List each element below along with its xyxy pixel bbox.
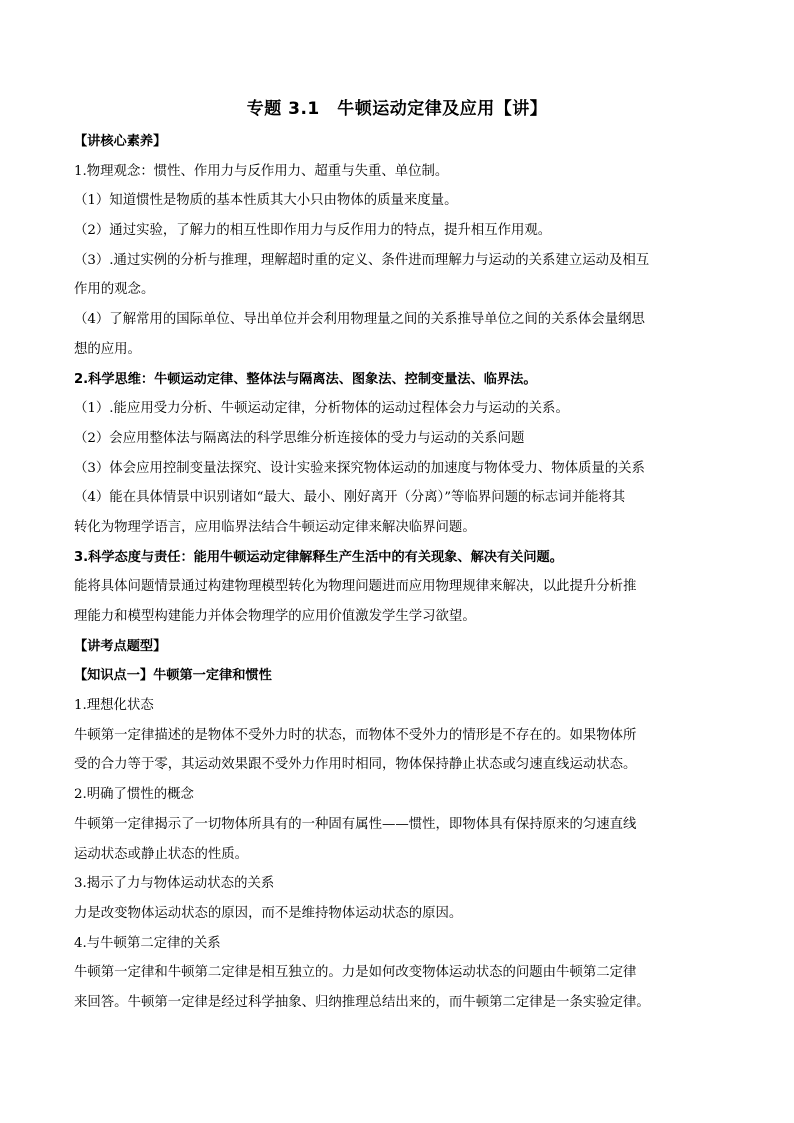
text-line: （4）能在具体情景中识别诸如“最大、最小、刚好离开（分离）”等临界问题的标志词并能将其 — [74, 490, 626, 506]
text-line: 牛顿第一定律和牛顿第二定律是相互独立的。力是如何改变物体运动状态的问题由牛顿第二定律 — [74, 965, 637, 981]
text-line: 来回答。牛顿第一定律是经过科学抽象、归纳推理总结出来的，而牛顿第二定律是一条实验定律。 — [74, 994, 650, 1010]
text-line: 受的合力等于零，其运动效果跟不受外力作用时相同，物体保持静止状态或匀速直线运动状态。 — [74, 757, 637, 773]
section-heading: 【讲核心素养】 — [74, 134, 167, 149]
text-line: 能将具体问题情景通过构建物理模型转化为物理问题进而应用物理规律来解决，以此提升分析推 — [74, 579, 637, 595]
section-heading: 3.科学态度与责任：能用牛顿运动定律解释生产生活中的有关现象、解决有关问题。 — [74, 549, 563, 565]
section-heading: 2.科学思维：牛顿运动定律、整体法与隔离法、图象法、控制变量法、临界法。 — [74, 371, 537, 387]
text-line: 力是改变物体运动状态的原因，而不是维持物体运动状态的原因。 — [74, 905, 463, 921]
text-line: （4）了解常用的国际单位、导出单位并会利用物理量之间的关系推导单位之间的关系体会量纲思 — [74, 312, 645, 328]
text-line: 1.理想化状态 — [74, 698, 154, 714]
section-heading: 【知识点一】牛顿第一定律和惯性 — [74, 668, 272, 684]
text-line: 1.物理观念：惯性、作用力与反作用力、超重与失重、单位制。 — [74, 163, 449, 179]
text-line: （2）会应用整体法与隔离法的科学思维分析连接体的受力与运动的关系问题 — [74, 430, 525, 446]
text-line: （3）.通过实例的分析与推理，理解超时重的定义、条件进而理解力与运动的关系建立运动及相互 — [74, 252, 650, 268]
text-line: 想的应用。 — [74, 341, 141, 357]
text-line: （1）.能应用受力分析、牛顿运动定律，分析物体的运动过程体会力与运动的关系。 — [74, 401, 569, 417]
document-title: 专题 3.1 牛顿运动定律及应用【讲】 — [246, 99, 548, 119]
text-line: （3）体会应用控制变量法探究、设计实验来探究物体运动的加速度与物体受力、物体质量的关系 — [74, 460, 645, 476]
text-line: 4.与牛顿第二定律的关系 — [74, 935, 221, 951]
text-line: 转化为物理学语言，应用临界法结合牛顿运动定律来解决临界问题。 — [74, 519, 476, 535]
section-heading: 【讲考点题型】 — [74, 638, 167, 654]
document-body — [74, 127, 724, 1018]
text-line: 3.揭示了力与物体运动状态的关系 — [74, 876, 275, 892]
text-line: 作用的观念。 — [74, 282, 155, 298]
text-line: （2）通过实验，了解力的相互性即作用力与反作用力的特点，提升相互作用观。 — [74, 223, 552, 239]
text-line: 牛顿第一定律揭示了一切物体所具有的一种固有属性——惯性，即物体具有保持原来的匀速直线 — [74, 816, 637, 832]
text-line: （1）知道惯性是物质的基本性质其大小只由物体的质量来度量。 — [74, 193, 458, 209]
text-line: 理能力和模型构建能力并体会物理学的应用价值激发学生学习欲望。 — [74, 609, 476, 624]
text-line: 运动状态或静止状态的性质。 — [74, 846, 249, 862]
text-line: 牛顿第一定律描述的是物体不受外力时的状态，而物体不受外力的情形是不存在的。如果物体所 — [74, 727, 637, 743]
text-line: 2.明确了惯性的概念 — [74, 787, 194, 803]
